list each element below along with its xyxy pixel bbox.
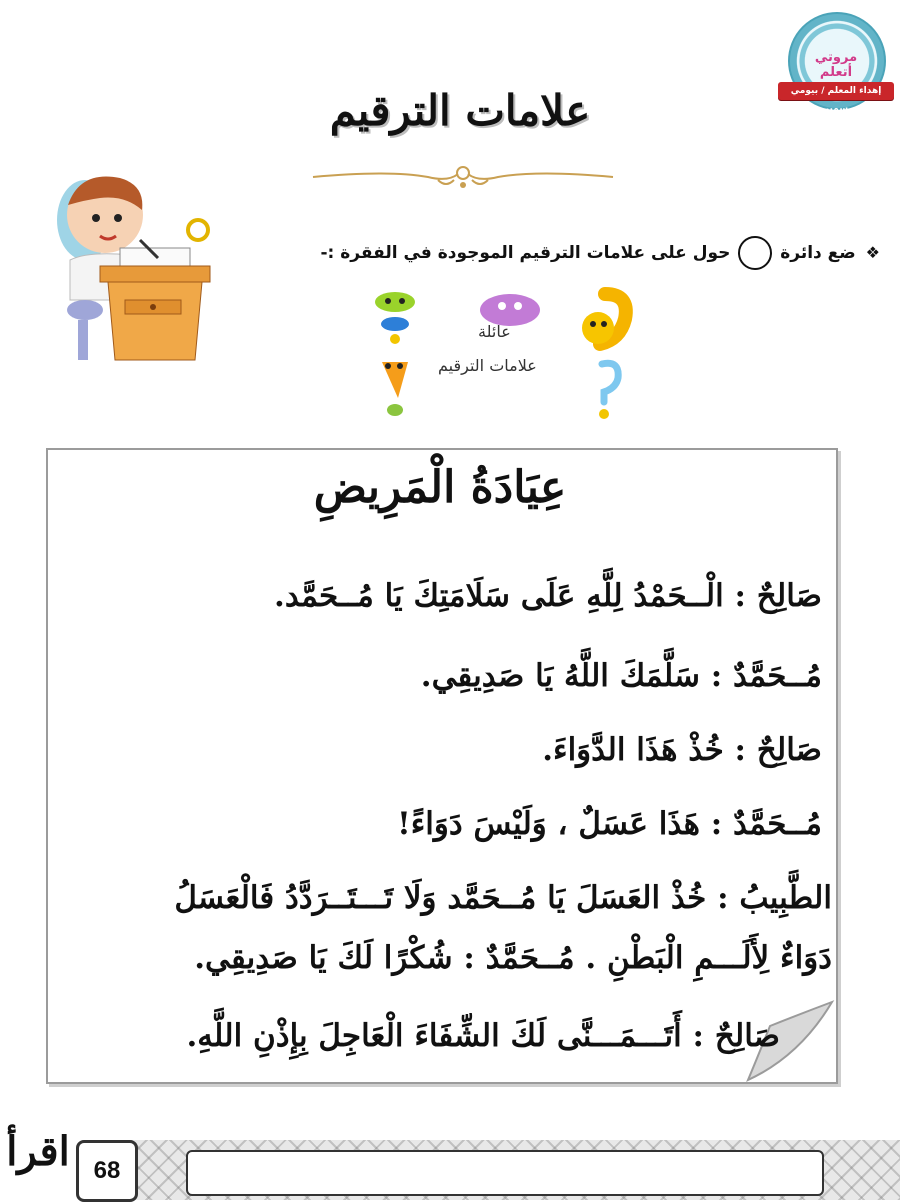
story-title: عِيَادَةُ الْمَرِيضِ [313, 462, 567, 513]
ornament-divider [308, 160, 618, 194]
instruction-text [320, 236, 880, 270]
iqra-calligraphy-logo: اقرأ [6, 1128, 70, 1175]
story-line: صَالِحٌ : الْــحَمْدُ لِلَّهِ عَلَى سَلَامَتِكَ يَا مُــحَمَّد. [274, 578, 822, 614]
family-title-label: علامات الترقيم [438, 356, 537, 375]
punctuation-family-illustration [360, 284, 660, 424]
circle-icon [738, 236, 772, 270]
family-word-label: عائلة [478, 322, 511, 341]
diamond-bullet-icon: ❖ [865, 243, 880, 262]
logo-brand: مروتي أتعلم [814, 50, 858, 80]
instruction-part-1: ضع دائرة [780, 243, 856, 263]
story-line: دَوَاءٌ لِأَلَـــمِ الْبَطْنِ . مُــحَمَّدٌ : شُكْرًا لَكَ يَا صَدِيقِي. [194, 940, 832, 976]
logo-badge [778, 12, 894, 112]
story-line: صَالِحٌ : أَتَـــمَـــنَّى لَكَ الشِّفَاءَ الْعَاجِلَ بِإِذْنِ اللَّهِ. [186, 1018, 780, 1054]
boy-writing-illustration [30, 160, 230, 370]
story-line: صَالِحٌ : خُذْ هَذَا الدَّوَاءَ. [542, 732, 822, 768]
story-line: مُــحَمَّدٌ : سَلَّمَكَ اللَّهُ يَا صَدِيقِي. [420, 658, 822, 694]
page-title: علامات الترقيم [329, 86, 591, 135]
page-number: 68 [76, 1140, 138, 1202]
logo-ribbon: إهداء المعلم / بيومي سمير [778, 82, 894, 100]
story-line: مُــحَمَّدٌ : هَذَا عَسَلٌ ، وَلَيْسَ دَوَاءً! [397, 806, 822, 842]
instruction-part-2: حول على علامات الترقيم الموجودة في الفقرة :- [320, 243, 731, 263]
story-line: الطَّبِيبُ : خُذْ العَسَلَ يَا مُــحَمَّد وَلَا تَـــتَــرَدَّدُ فَالْعَسَلُ [174, 880, 832, 916]
footer-bar [186, 1150, 824, 1196]
